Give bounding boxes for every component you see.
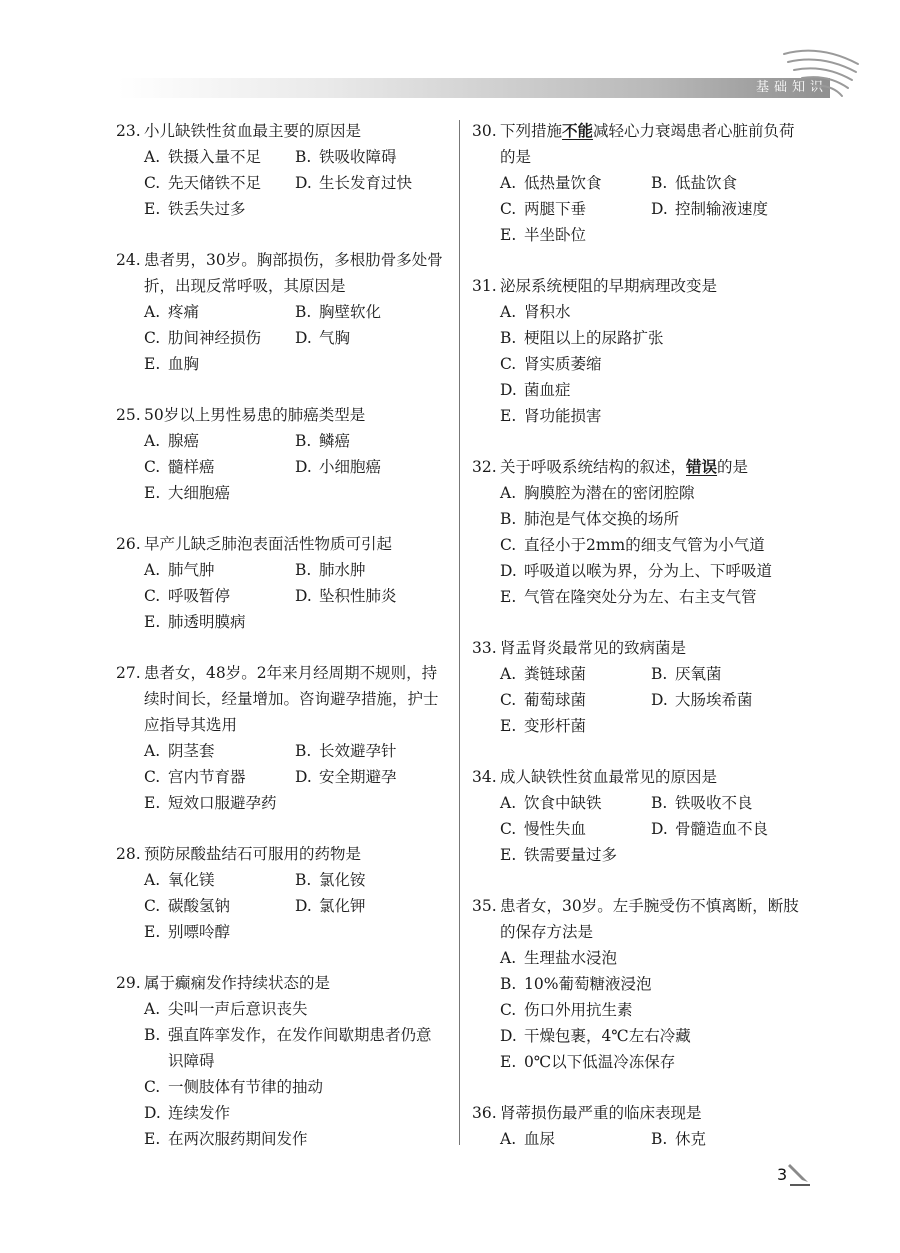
option-label: B.: [295, 303, 312, 321]
option-item: [500, 584, 802, 610]
option-text: 宫内节育器: [168, 768, 246, 786]
option-label: A.: [144, 432, 161, 450]
option-label: E.: [144, 355, 161, 373]
question-stem: [116, 660, 446, 738]
option-item: [295, 454, 446, 480]
option-label: C.: [144, 174, 161, 192]
option-text: 铁吸收不良: [675, 794, 753, 812]
option-item: [295, 144, 446, 170]
option-text: 变形杆菌: [524, 717, 587, 735]
option-text: 氯化铵: [319, 871, 366, 889]
question-text: [144, 118, 446, 144]
option-item: [651, 661, 802, 687]
option-label: A.: [144, 742, 161, 760]
question-item: [116, 531, 446, 635]
option-label: A.: [144, 1000, 161, 1018]
option-text: 0℃以下低温冷冻保存: [524, 1053, 676, 1071]
option-item: [500, 661, 651, 687]
option-text: 一侧肢体有节律的抽动: [168, 1078, 324, 1096]
option-text: 骨髓造血不良: [675, 820, 769, 838]
option-label: B.: [500, 975, 517, 993]
question-text: [500, 893, 802, 945]
question-text: [144, 402, 446, 428]
stem-segment: 预防尿酸盐结石可服用的药物是: [144, 845, 362, 863]
question-item: [116, 247, 446, 377]
option-text: 粪链球菌: [524, 665, 587, 683]
option-label: D.: [295, 587, 312, 605]
option-label: A.: [500, 665, 517, 683]
stem-segment: 患者女，48岁。2年来月经周期不规则，持续时间长，经量增加。咨询避孕措施，护士应指导其选用: [144, 664, 439, 734]
question-stem: [116, 247, 446, 299]
option-item: [295, 764, 446, 790]
option-item: [144, 299, 295, 325]
option-label: A.: [144, 303, 161, 321]
question-number: 23.: [116, 122, 141, 140]
option-label: E.: [500, 1053, 517, 1071]
option-text: 慢性失血: [524, 820, 587, 838]
option-label: D.: [295, 174, 312, 192]
option-item: [500, 403, 802, 429]
option-label: C.: [500, 200, 517, 218]
option-item: [144, 738, 295, 764]
option-label: B.: [144, 1026, 161, 1044]
option-text: 生理盐水浸泡: [524, 949, 618, 967]
question-text: [500, 764, 802, 790]
option-text: 气管在隆突处分为左、右主支气管: [524, 588, 757, 606]
option-text: 直径小于2mm的细支气管为小气道: [524, 536, 765, 554]
question-text: [500, 273, 802, 299]
question-number: 36.: [472, 1104, 497, 1122]
option-text: 阴茎套: [168, 742, 215, 760]
option-item: [500, 170, 651, 196]
option-list: [116, 996, 446, 1152]
option-label: C.: [144, 897, 161, 915]
option-list: [116, 738, 446, 816]
option-item: [144, 764, 295, 790]
option-item: [144, 557, 295, 583]
option-item: [144, 1100, 446, 1126]
stem-segment: 成人缺铁性贫血最常见的原因是: [500, 768, 718, 786]
stem-segment: 属于癫痫发作持续状态的是: [144, 974, 331, 992]
question-stem: [116, 531, 446, 557]
option-item: [651, 1126, 802, 1152]
option-list: [472, 299, 802, 429]
option-text: 尖叫一声后意识丧失: [168, 1000, 308, 1018]
option-text: 坠积性肺炎: [319, 587, 397, 605]
question-stem: [472, 454, 802, 480]
option-item: [500, 196, 651, 222]
option-label: C.: [144, 587, 161, 605]
option-label: D.: [295, 329, 312, 347]
question-text: [500, 118, 802, 170]
option-label: A.: [500, 1130, 517, 1148]
option-label: A.: [500, 174, 517, 192]
option-item: [500, 222, 651, 248]
option-item: [295, 299, 446, 325]
option-label: C.: [500, 820, 517, 838]
option-text: 葡萄球菌: [524, 691, 587, 709]
option-item: [144, 583, 295, 609]
option-label: C.: [500, 1001, 517, 1019]
question-stem: [472, 635, 802, 661]
question-item: [116, 660, 446, 816]
option-text: 铁丢失过多: [168, 200, 246, 218]
option-label: B.: [651, 794, 668, 812]
question-stem: [116, 970, 446, 996]
question-stem: [472, 118, 802, 170]
column-divider: [459, 120, 460, 1145]
option-label: A.: [500, 484, 517, 502]
option-text: 生长发育过快: [319, 174, 413, 192]
header-bar: [118, 78, 830, 98]
question-number: 29.: [116, 974, 141, 992]
pencil-icon: [788, 1160, 810, 1186]
option-item: [144, 609, 295, 635]
option-label: E.: [144, 613, 161, 631]
option-item: [144, 1022, 446, 1074]
option-text: 休克: [675, 1130, 707, 1148]
option-label: B.: [500, 510, 517, 528]
question-number: 25.: [116, 406, 141, 424]
question-item: [472, 118, 802, 248]
option-label: B.: [295, 871, 312, 889]
option-label: D.: [651, 691, 668, 709]
option-text: 肾功能损害: [524, 407, 602, 425]
option-text: 肺透明膜病: [168, 613, 246, 631]
option-item: [144, 893, 295, 919]
option-text: 强直阵挛发作，在发作间歇期患者仍意识障碍: [168, 1026, 432, 1070]
option-label: D.: [295, 897, 312, 915]
option-label: E.: [144, 794, 161, 812]
option-text: 血胸: [168, 355, 200, 373]
option-label: A.: [500, 303, 517, 321]
option-label: C.: [500, 536, 517, 554]
option-label: D.: [500, 562, 517, 580]
option-text: 呼吸暂停: [168, 587, 231, 605]
wing-icon: [780, 40, 862, 106]
option-item: [500, 506, 802, 532]
option-text: 伤口外用抗生素: [524, 1001, 633, 1019]
option-item: [144, 1074, 446, 1100]
question-text: [144, 970, 446, 996]
option-text: 低盐饮食: [675, 174, 738, 192]
option-text: 肺泡是气体交换的场所: [524, 510, 680, 528]
option-text: 呼吸道以喉为界，分为上、下呼吸道: [524, 562, 773, 580]
option-text: 控制输液速度: [675, 200, 769, 218]
question-number: 32.: [472, 458, 497, 476]
option-label: A.: [500, 949, 517, 967]
option-label: E.: [500, 846, 517, 864]
option-item: [144, 996, 446, 1022]
option-item: [651, 170, 802, 196]
option-label: C.: [144, 1078, 161, 1096]
option-text: 鳞癌: [319, 432, 351, 450]
option-item: [500, 997, 802, 1023]
option-item: [295, 583, 446, 609]
option-item: [144, 867, 295, 893]
option-item: [500, 558, 802, 584]
question-number: 31.: [472, 277, 497, 295]
emphasis-text: 不能: [562, 121, 594, 140]
option-item: [144, 790, 295, 816]
stem-segment: 泌尿系统梗阻的早期病理改变是: [500, 277, 718, 295]
stem-segment: 小儿缺铁性贫血最主要的原因是: [144, 122, 362, 140]
option-text: 铁需要量过多: [524, 846, 618, 864]
option-item: [500, 790, 651, 816]
right-column: [472, 118, 802, 1177]
question-number: 35.: [472, 897, 497, 915]
option-item: [144, 144, 295, 170]
option-list: [472, 1126, 802, 1152]
option-text: 血尿: [524, 1130, 556, 1148]
option-item: [500, 713, 651, 739]
option-text: 安全期避孕: [319, 768, 397, 786]
option-label: C.: [500, 691, 517, 709]
question-stem: [116, 402, 446, 428]
option-label: B.: [651, 665, 668, 683]
question-stem: [472, 764, 802, 790]
option-text: 肋间神经损伤: [168, 329, 262, 347]
option-item: [295, 557, 446, 583]
option-text: 梗阻以上的尿路扩张: [524, 329, 664, 347]
option-list: [116, 867, 446, 945]
option-list: [116, 144, 446, 222]
option-item: [500, 842, 651, 868]
option-item: [500, 687, 651, 713]
option-text: 10%葡萄糖液浸泡: [524, 975, 652, 993]
option-list: [116, 299, 446, 377]
question-stem: [116, 841, 446, 867]
stem-segment: 早产儿缺乏肺泡表面活性物质可引起: [144, 535, 393, 553]
stem-segment: 下列措施: [500, 122, 563, 140]
option-list: [472, 661, 802, 739]
option-item: [144, 428, 295, 454]
option-item: [144, 196, 295, 222]
question-item: [472, 764, 802, 868]
option-item: [500, 480, 802, 506]
option-label: B.: [295, 432, 312, 450]
question-stem: [472, 1100, 802, 1126]
option-item: [651, 196, 802, 222]
option-item: [295, 893, 446, 919]
option-text: 铁吸收障碍: [319, 148, 397, 166]
option-item: [500, 532, 802, 558]
option-text: 腺癌: [168, 432, 200, 450]
option-text: 短效口服避孕药: [168, 794, 277, 812]
option-text: 菌血症: [524, 381, 571, 399]
option-label: D.: [500, 1027, 517, 1045]
option-text: 饮食中缺铁: [524, 794, 602, 812]
question-item: [116, 841, 446, 945]
option-text: 髓样癌: [168, 458, 215, 476]
option-label: C.: [144, 329, 161, 347]
question-item: [116, 118, 446, 222]
option-item: [500, 971, 802, 997]
question-text: [144, 841, 446, 867]
option-label: B.: [651, 174, 668, 192]
option-text: 低热量饮食: [524, 174, 602, 192]
option-text: 胸膜腔为潜在的密闭腔隙: [524, 484, 695, 502]
stem-segment: 50岁以上男性易患的肺癌类型是: [144, 406, 366, 424]
option-list: [116, 428, 446, 506]
option-text: 肾积水: [524, 303, 571, 321]
option-list: [116, 557, 446, 635]
option-text: 疼痛: [168, 303, 200, 321]
option-item: [144, 454, 295, 480]
question-text: [500, 635, 802, 661]
option-item: [295, 325, 446, 351]
left-column: [116, 118, 446, 1177]
question-item: [116, 402, 446, 506]
option-text: 碳酸氢钠: [168, 897, 231, 915]
option-label: A.: [500, 794, 517, 812]
option-label: E.: [500, 407, 517, 425]
question-number: 24.: [116, 251, 141, 269]
option-label: E.: [144, 1130, 161, 1148]
question-text: [500, 454, 802, 480]
stem-segment: 减轻心力衰竭患者心脏前负荷的是: [500, 122, 795, 166]
stem-segment: 患者男，30岁。胸部损伤，多根肋骨多处骨折，出现反常呼吸，其原因是: [144, 251, 443, 295]
option-label: C.: [500, 355, 517, 373]
question-number: 27.: [116, 664, 141, 682]
emphasis-text: 错误: [686, 457, 718, 476]
option-text: 先天储铁不足: [168, 174, 262, 192]
option-item: [295, 867, 446, 893]
option-label: E.: [500, 226, 517, 244]
option-text: 铁摄入量不足: [168, 148, 262, 166]
option-text: 长效避孕针: [319, 742, 397, 760]
option-text: 氧化镁: [168, 871, 215, 889]
option-item: [500, 816, 651, 842]
option-list: [472, 945, 802, 1075]
option-text: 别嘌呤醇: [168, 923, 231, 941]
option-text: 气胸: [319, 329, 351, 347]
question-text: [144, 660, 446, 738]
option-text: 干燥包裹，4℃左右冷藏: [524, 1027, 691, 1045]
option-item: [144, 1126, 446, 1152]
stem-segment: 患者女，30岁。左手腕受伤不慎离断，断肢的保存方法是: [500, 897, 799, 941]
option-label: D.: [295, 768, 312, 786]
option-list: [472, 790, 802, 868]
option-label: D.: [144, 1104, 161, 1122]
option-item: [500, 1049, 802, 1075]
question-number: 26.: [116, 535, 141, 553]
option-label: E.: [500, 588, 517, 606]
stem-segment: 关于呼吸系统结构的叙述，: [500, 458, 687, 476]
option-item: [500, 1023, 802, 1049]
option-text: 肾实质萎缩: [524, 355, 602, 373]
question-number: 34.: [472, 768, 497, 786]
option-text: 两腿下垂: [524, 200, 587, 218]
question-number: 28.: [116, 845, 141, 863]
option-item: [144, 919, 295, 945]
section-title: 基础知识: [755, 80, 828, 95]
option-label: A.: [144, 148, 161, 166]
page-number: 3: [777, 1165, 788, 1184]
option-label: A.: [144, 561, 161, 579]
question-stem: [472, 273, 802, 299]
option-label: B.: [500, 329, 517, 347]
option-label: C.: [144, 458, 161, 476]
option-item: [651, 687, 802, 713]
option-text: 肺气肿: [168, 561, 215, 579]
option-item: [500, 325, 802, 351]
option-label: A.: [144, 871, 161, 889]
option-list: [472, 170, 802, 248]
option-item: [144, 351, 295, 377]
option-label: E.: [144, 484, 161, 502]
question-number: 33.: [472, 639, 497, 657]
option-label: D.: [500, 381, 517, 399]
question-text: [500, 1100, 802, 1126]
question-stem: [116, 118, 446, 144]
question-text: [144, 247, 446, 299]
option-text: 胸壁软化: [319, 303, 382, 321]
option-text: 大细胞癌: [168, 484, 231, 502]
option-label: C.: [144, 768, 161, 786]
option-item: [144, 480, 295, 506]
option-item: [651, 790, 802, 816]
option-item: [144, 325, 295, 351]
stem-segment: 肾蒂损伤最严重的临床表现是: [500, 1104, 702, 1122]
option-text: 氯化钾: [319, 897, 366, 915]
option-label: B.: [295, 561, 312, 579]
option-label: D.: [651, 820, 668, 838]
option-item: [295, 738, 446, 764]
option-text: 在两次服药期间发作: [168, 1130, 308, 1148]
option-item: [500, 1126, 651, 1152]
option-item: [500, 351, 802, 377]
option-text: 肺水肿: [319, 561, 366, 579]
question-stem: [472, 893, 802, 945]
option-list: [472, 480, 802, 610]
question-number: 30.: [472, 122, 497, 140]
option-label: D.: [295, 458, 312, 476]
question-item: [472, 273, 802, 429]
question-text: [144, 531, 446, 557]
option-label: B.: [295, 742, 312, 760]
stem-segment: 肾盂肾炎最常见的致病菌是: [500, 639, 687, 657]
option-label: E.: [144, 200, 161, 218]
question-item: [472, 635, 802, 739]
question-item: [116, 970, 446, 1152]
option-text: 半坐卧位: [524, 226, 587, 244]
option-item: [500, 945, 802, 971]
option-item: [295, 170, 446, 196]
option-item: [500, 299, 802, 325]
option-text: 大肠埃希菌: [675, 691, 753, 709]
stem-segment: 的是: [717, 458, 749, 476]
option-item: [500, 377, 802, 403]
option-label: D.: [651, 200, 668, 218]
option-label: B.: [295, 148, 312, 166]
question-item: [472, 893, 802, 1075]
option-text: 连续发作: [168, 1104, 231, 1122]
option-item: [295, 428, 446, 454]
option-label: E.: [500, 717, 517, 735]
option-label: E.: [144, 923, 161, 941]
question-item: [472, 454, 802, 610]
option-text: 厌氧菌: [675, 665, 722, 683]
option-item: [144, 170, 295, 196]
question-item: [472, 1100, 802, 1152]
option-item: [651, 816, 802, 842]
option-label: B.: [651, 1130, 668, 1148]
option-text: 小细胞癌: [319, 458, 382, 476]
